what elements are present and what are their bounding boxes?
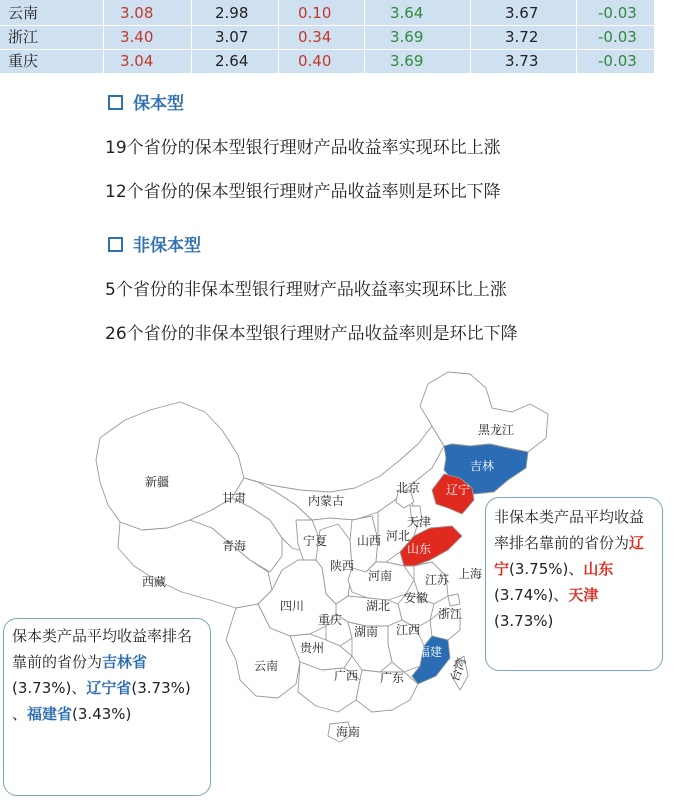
table-row	[0, 25, 654, 49]
column-divider	[191, 0, 192, 73]
label-hubei: 湖北	[366, 599, 391, 613]
label-ningxia: 宁夏	[303, 534, 328, 548]
label-guangdong: 广东	[380, 671, 405, 685]
callout-right-value-1: (3.75%)	[509, 560, 569, 578]
label-jiangxi: 江西	[396, 623, 421, 637]
province-cell: 云南	[8, 4, 39, 22]
label-chongqing: 重庆	[318, 613, 343, 627]
province-cell: 浙江	[8, 28, 39, 46]
value-cell: 3.40	[120, 28, 154, 46]
column-divider	[103, 0, 104, 73]
non-guaranteed-title-text: 非保本型	[133, 236, 201, 256]
column-divider	[278, 0, 279, 73]
value-cell: -0.03	[598, 28, 637, 46]
guaranteed-title-text: 保本型	[133, 94, 184, 114]
label-xinjiang: 新疆	[145, 475, 170, 489]
label-gansu: 甘肃	[222, 491, 247, 505]
column-divider	[576, 0, 577, 73]
non-guaranteed-rise-line: 5个省份的非保本型银行理财产品收益率实现环比上涨	[105, 280, 507, 300]
label-jilin: 吉林	[470, 459, 495, 473]
label-sichuan: 四川	[280, 599, 305, 613]
callout-right-province-2: 山东	[583, 560, 614, 578]
non-guaranteed-fall-line: 26个省份的非保本型银行理财产品收益率则是环比下降	[105, 324, 518, 344]
value-cell: 3.73	[505, 52, 539, 70]
guaranteed-rise-line: 19个省份的保本型银行理财产品收益率实现环比上涨	[105, 138, 501, 158]
label-shaanxi: 陕西	[330, 559, 355, 573]
column-divider	[364, 0, 365, 73]
label-shandong: 山东	[407, 542, 432, 556]
label-guizhou: 贵州	[300, 641, 325, 655]
table-row	[0, 1, 654, 25]
label-hebei: 河北	[386, 529, 411, 543]
callout-right-sep-1: 、	[568, 560, 584, 578]
callout-right-province-1: 辽宁	[494, 534, 645, 578]
value-cell: 3.07	[215, 28, 249, 46]
callout-right-province-3: 天津	[568, 586, 599, 604]
label-heilongjiang: 黑龙江	[478, 423, 515, 437]
label-qinghai: 青海	[222, 539, 247, 553]
label-hunan: 湖南	[354, 625, 379, 639]
value-cell: 3.67	[505, 4, 539, 22]
label-guangxi: 广西	[334, 669, 359, 683]
label-taiwan: 台湾	[447, 655, 469, 684]
non-guaranteed-section-title	[108, 231, 201, 256]
callout-right-value-3: (3.73%)	[494, 612, 554, 630]
guaranteed-section-title	[108, 89, 184, 114]
label-liaoning: 辽宁	[446, 483, 471, 497]
label-yunnan: 云南	[254, 659, 279, 673]
label-fujian: 福建	[418, 645, 443, 659]
label-xizang: 西藏	[142, 575, 167, 589]
label-beijing: 北京	[396, 481, 421, 495]
label-anhui: 安徽	[404, 591, 429, 605]
square-bullet-icon	[108, 237, 123, 252]
guaranteed-fall-line: 12个省份的保本型银行理财产品收益率则是环比下降	[105, 182, 501, 202]
value-cell: -0.03	[598, 4, 637, 22]
callout-left-province-3: 福建省	[27, 705, 73, 723]
value-cell: 3.69	[390, 52, 424, 70]
callout-left-value-2: (3.73%)	[131, 679, 191, 697]
value-cell: 0.34	[298, 28, 332, 46]
callout-right-sep-2: 、	[553, 586, 569, 604]
value-cell: 0.40	[298, 52, 332, 70]
label-shanghai: 上海	[458, 567, 483, 581]
province-shanghai	[448, 594, 460, 606]
callout-right-value-2: (3.74%)	[494, 586, 554, 604]
callout-left-value-1: (3.73%)	[12, 679, 72, 697]
value-cell: 0.10	[298, 4, 332, 22]
province-cell: 重庆	[8, 52, 39, 70]
table-row	[0, 49, 654, 73]
label-jiangsu: 江苏	[425, 573, 450, 587]
label-neimenggu: 内蒙古	[308, 494, 345, 508]
callout-left-province-2: 辽宁省	[86, 679, 132, 697]
value-cell: 3.04	[120, 52, 154, 70]
value-cell: 3.08	[120, 4, 154, 22]
label-tianjin: 天津	[407, 515, 432, 529]
square-bullet-icon	[108, 95, 123, 110]
callout-left-sep-2: 、	[12, 705, 28, 723]
callout-left-value-3: (3.43%)	[72, 705, 132, 723]
callout-left-sep-1: 、	[71, 679, 87, 697]
callout-left-prefix: 保本类产品平均收益率排名靠前的省份为	[12, 627, 193, 671]
value-cell: 2.98	[215, 4, 249, 22]
label-henan: 河南	[368, 569, 393, 583]
column-divider	[470, 0, 471, 73]
callout-right-prefix: 非保本类产品平均收益率排名靠前的省份为	[494, 508, 645, 552]
label-shanxi: 山西	[357, 534, 382, 548]
yield-table	[0, 0, 654, 73]
value-cell: 2.64	[215, 52, 249, 70]
callout-left-province-1: 吉林省	[102, 653, 148, 671]
value-cell: 3.64	[390, 4, 424, 22]
label-hainan: 海南	[336, 725, 361, 739]
value-cell: 3.69	[390, 28, 424, 46]
value-cell: -0.03	[598, 52, 637, 70]
non-guaranteed-top-callout	[485, 497, 663, 671]
label-zhejiang: 浙江	[438, 607, 463, 621]
guaranteed-top-callout	[3, 618, 211, 796]
value-cell: 3.72	[505, 28, 539, 46]
